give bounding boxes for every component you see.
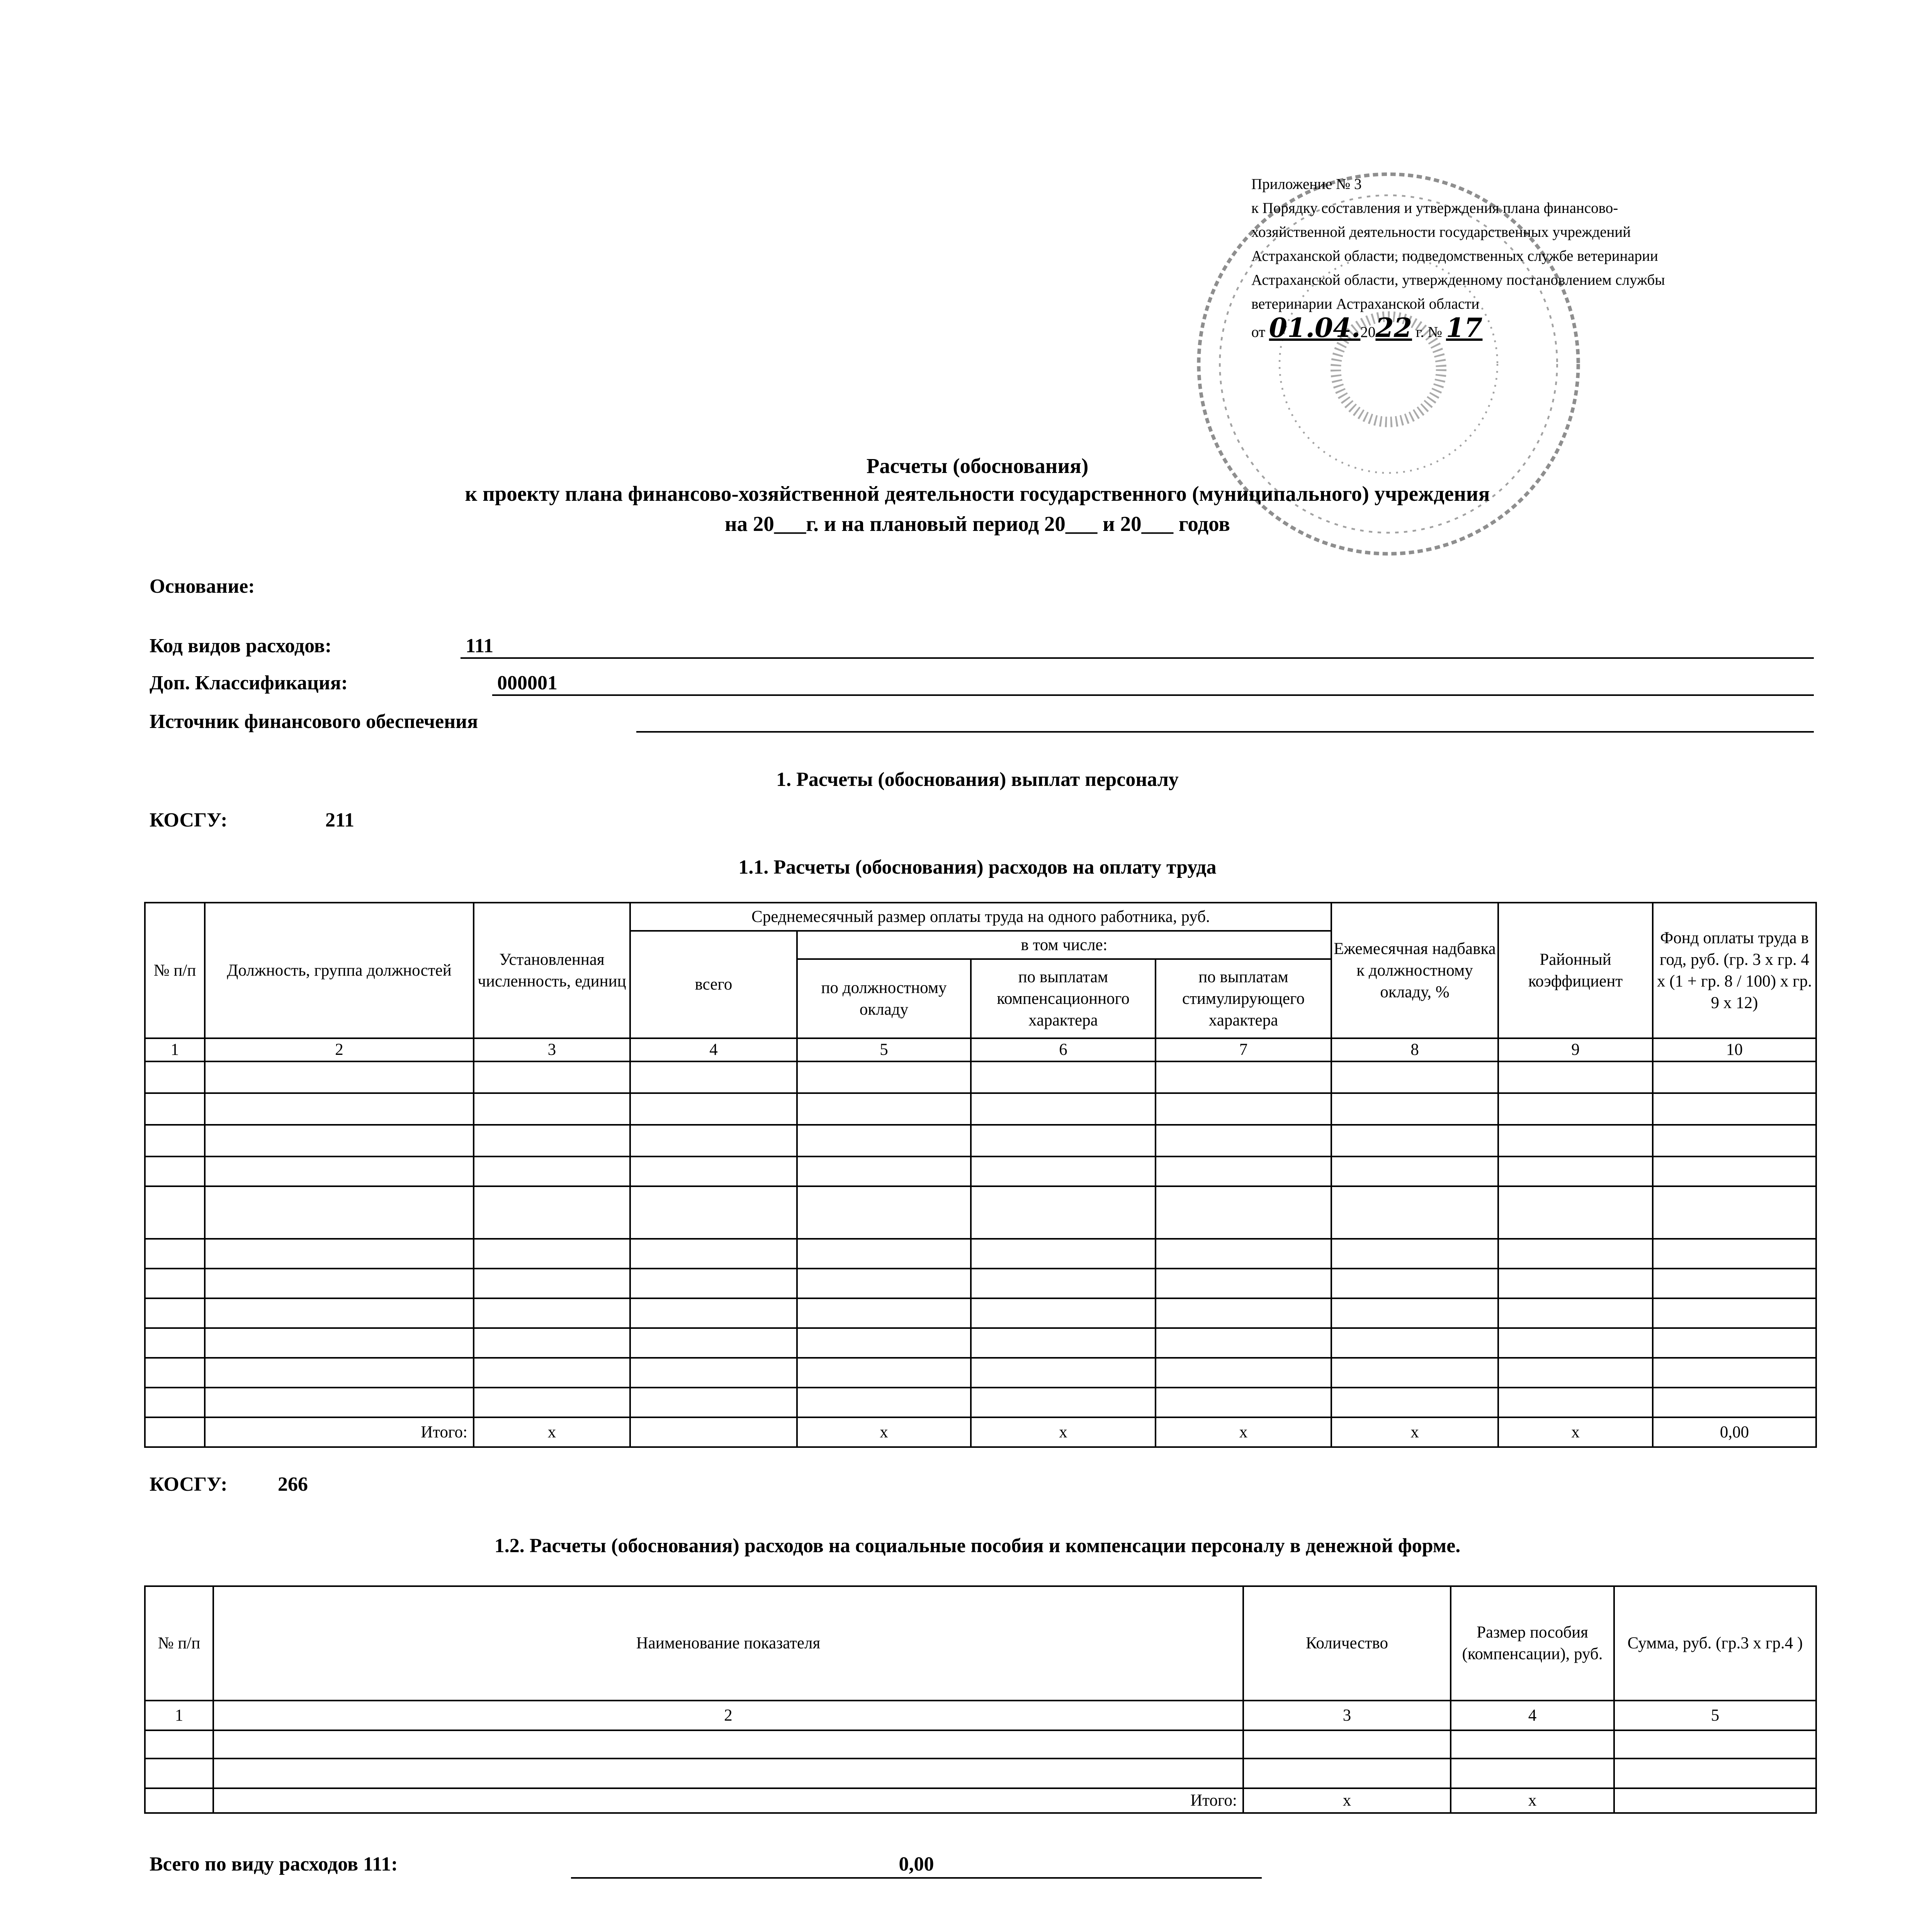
- col-number: 1: [145, 1701, 213, 1730]
- table-cell: [1331, 1298, 1498, 1328]
- table-cell: [797, 1186, 971, 1239]
- header-salary: по должностному окладу: [797, 959, 971, 1038]
- table-row: [145, 1186, 1816, 1239]
- table-cell: [1156, 1186, 1331, 1239]
- table-cell: [971, 1358, 1156, 1388]
- table-row: [145, 1298, 1816, 1328]
- table-cell: [1653, 1239, 1816, 1269]
- kosgu-value: 211: [325, 809, 355, 831]
- table-cell: [797, 1269, 971, 1298]
- section1-1-title: 1.1. Расчеты (обоснования) расходов на оплату труда: [738, 856, 1217, 878]
- table-row: [145, 1061, 1816, 1093]
- table-cell: [797, 1328, 971, 1358]
- table-cell: [205, 1388, 474, 1417]
- table-cell: [1498, 1061, 1653, 1093]
- table-cell: [145, 1298, 205, 1328]
- table-cell: [1331, 1093, 1498, 1125]
- total-cell: x: [971, 1417, 1156, 1447]
- col-number: 2: [205, 1038, 474, 1061]
- section1-2-title: 1.2. Расчеты (обоснования) расходов на социальные пособия и компенсации персоналу в денежной форме.: [494, 1535, 1461, 1557]
- table-cell: [474, 1125, 630, 1156]
- handwritten-year: 22: [1375, 313, 1412, 344]
- table-cell: [205, 1269, 474, 1298]
- total-label: Итого:: [213, 1788, 1243, 1813]
- table-row: [145, 1156, 1816, 1186]
- expense-code-underline: [461, 657, 1814, 659]
- total-cell: [145, 1417, 205, 1447]
- table-cell: [205, 1358, 474, 1388]
- table-cell: [797, 1061, 971, 1093]
- table-cell: [630, 1239, 797, 1269]
- table-cell: [630, 1358, 797, 1388]
- grand-total-value: 0,00: [899, 1853, 934, 1875]
- header-indicator: Наименование показателя: [213, 1586, 1243, 1701]
- table-row: [145, 1328, 1816, 1358]
- header-position: Должность, группа должностей: [205, 903, 474, 1038]
- table-cell: [1156, 1156, 1331, 1186]
- table-cell: [1156, 1358, 1331, 1388]
- table-cell: [1451, 1759, 1614, 1788]
- table-cell: [1331, 1358, 1498, 1388]
- header-avg-salary: Среднемесячный размер оплаты труда на одного работника, руб.: [630, 903, 1331, 931]
- doc-period: на 20___г. и на плановый период 20___ и 20___ годов: [724, 512, 1230, 536]
- kosgu-value: 266: [278, 1473, 308, 1495]
- appendix-line: к Порядку составления и утверждения плана финансово-: [1251, 200, 1618, 216]
- table-cell: [1156, 1125, 1331, 1156]
- table-cell: [213, 1730, 1243, 1759]
- total-cell: x: [1243, 1788, 1451, 1813]
- column-numbers-row: [145, 1701, 1816, 1730]
- table-cell: [1156, 1388, 1331, 1417]
- table-cell: [474, 1358, 630, 1388]
- table-cell: [1331, 1186, 1498, 1239]
- total-cell: x: [1451, 1788, 1614, 1813]
- kosgu-label: КОСГУ:: [150, 1473, 228, 1495]
- header-annual-fund: Фонд оплаты труда в год, руб. (гр. 3 х гр. 4 х (1 + гр. 8 / 100) х гр. 9 х 12): [1653, 903, 1816, 1038]
- table-cell: [971, 1298, 1156, 1328]
- table-cell: [1653, 1156, 1816, 1186]
- table-cell: [474, 1269, 630, 1298]
- year-prefix: 20: [1360, 324, 1376, 340]
- table-row: [145, 1239, 1816, 1269]
- table-cell: [1331, 1061, 1498, 1093]
- table-cell: [1498, 1239, 1653, 1269]
- table-cell: [1156, 1269, 1331, 1298]
- total-row: [145, 1788, 1816, 1813]
- total-cell: [630, 1417, 797, 1447]
- handwritten-number: 17: [1446, 313, 1483, 344]
- table-cell: [971, 1125, 1156, 1156]
- total-cell: x: [1156, 1417, 1331, 1447]
- table-cell: [630, 1125, 797, 1156]
- table-cell: [145, 1239, 205, 1269]
- section1-title: 1. Расчеты (обоснования) выплат персоналу: [776, 769, 1179, 791]
- table-cell: [630, 1298, 797, 1328]
- table-row: [145, 1358, 1816, 1388]
- table-cell: [1156, 1298, 1331, 1328]
- column-numbers-row: [145, 1038, 1816, 1061]
- table-cell: [474, 1186, 630, 1239]
- appendix-line: хозяйственной деятельности государственных учреждений: [1251, 224, 1631, 240]
- appendix-line: ветеринарии Астраханской области: [1251, 296, 1480, 312]
- header-sum: Сумма, руб. (гр.3 х гр.4 ): [1614, 1586, 1816, 1701]
- table-cell: [1331, 1269, 1498, 1298]
- table-cell: [1614, 1759, 1816, 1788]
- table-cell: [1498, 1186, 1653, 1239]
- table-row: [145, 1759, 1816, 1788]
- table-cell: [145, 1093, 205, 1125]
- table-cell: [1498, 1156, 1653, 1186]
- funding-source-label: Источник финансового обеспечения: [150, 711, 478, 733]
- total-fund-value: 0,00: [1653, 1417, 1816, 1447]
- table-cell: [205, 1156, 474, 1186]
- add-classification-value: 000001: [497, 672, 557, 694]
- table-cell: [1498, 1298, 1653, 1328]
- table-cell: [1331, 1239, 1498, 1269]
- table-cell: [145, 1328, 205, 1358]
- payroll-table: [144, 902, 1817, 1448]
- table-cell: [630, 1093, 797, 1125]
- table-cell: [797, 1388, 971, 1417]
- header-quantity: Количество: [1243, 1586, 1451, 1701]
- table-cell: [1498, 1358, 1653, 1388]
- table-cell: [1498, 1388, 1653, 1417]
- total-cell: x: [797, 1417, 971, 1447]
- date-prefix: от: [1251, 324, 1266, 340]
- table-cell: [1331, 1388, 1498, 1417]
- table-cell: [1243, 1759, 1451, 1788]
- table-cell: [797, 1093, 971, 1125]
- col-number: 5: [797, 1038, 971, 1061]
- col-number: 4: [1451, 1701, 1614, 1730]
- header-regional-coef: Районный коэффициент: [1498, 903, 1653, 1038]
- table-cell: [797, 1125, 971, 1156]
- table-cell: [1653, 1093, 1816, 1125]
- header-num: № п/п: [145, 903, 205, 1038]
- table-cell: [630, 1186, 797, 1239]
- table-cell: [474, 1388, 630, 1417]
- number-label: г. №: [1416, 324, 1443, 340]
- table-cell: [1653, 1298, 1816, 1328]
- table-cell: [205, 1186, 474, 1239]
- table-cell: [971, 1328, 1156, 1358]
- col-number: 5: [1614, 1701, 1816, 1730]
- table-cell: [1451, 1730, 1614, 1759]
- table-cell: [1156, 1093, 1331, 1125]
- header-monthly-bonus: Ежемесячная надбавка к должностному окладу, %: [1331, 903, 1498, 1038]
- table-cell: [145, 1388, 205, 1417]
- appendix-note: [1251, 172, 1665, 344]
- table-cell: [971, 1093, 1156, 1125]
- table-cell: [145, 1358, 205, 1388]
- grand-total-label: Всего по виду расходов 111:: [150, 1853, 398, 1875]
- table-cell: [145, 1061, 205, 1093]
- header-including: в том числе:: [797, 931, 1331, 959]
- table-cell: [1156, 1239, 1331, 1269]
- col-number: 1: [145, 1038, 205, 1061]
- table-cell: [1331, 1156, 1498, 1186]
- total-cell: [145, 1788, 213, 1813]
- social-benefits-table: [144, 1585, 1817, 1814]
- add-classification-underline: [492, 694, 1814, 696]
- table-cell: [474, 1156, 630, 1186]
- table-cell: [474, 1298, 630, 1328]
- table-cell: [145, 1125, 205, 1156]
- table-cell: [145, 1269, 205, 1298]
- table-row: [145, 1269, 1816, 1298]
- grand-total-underline: [571, 1877, 1262, 1879]
- table-cell: [971, 1186, 1156, 1239]
- total-cell: x: [1498, 1417, 1653, 1447]
- table-cell: [205, 1328, 474, 1358]
- table-cell: [474, 1328, 630, 1358]
- table-cell: [1653, 1269, 1816, 1298]
- table-cell: [145, 1730, 213, 1759]
- appendix-date-line: [1251, 313, 1665, 344]
- kosgu-label: КОСГУ:: [150, 809, 228, 831]
- table-cell: [971, 1061, 1156, 1093]
- table-cell: [474, 1061, 630, 1093]
- header-total: всего: [630, 931, 797, 1038]
- table-cell: [630, 1328, 797, 1358]
- table-cell: [1653, 1328, 1816, 1358]
- total-cell: x: [474, 1417, 630, 1447]
- table-cell: [1614, 1730, 1816, 1759]
- col-number: 9: [1498, 1038, 1653, 1061]
- table-cell: [630, 1156, 797, 1186]
- table-row: [145, 1730, 1816, 1759]
- header-incentive: по выплатам стимулирующего характера: [1156, 959, 1331, 1038]
- table-cell: [145, 1186, 205, 1239]
- table-cell: [474, 1239, 630, 1269]
- table-cell: [971, 1269, 1156, 1298]
- table-cell: [205, 1093, 474, 1125]
- table-cell: [971, 1388, 1156, 1417]
- basis-label: Основание:: [150, 575, 255, 597]
- table-cell: [1498, 1328, 1653, 1358]
- table-cell: [474, 1093, 630, 1125]
- col-number: 3: [474, 1038, 630, 1061]
- col-number: 10: [1653, 1038, 1816, 1061]
- table-cell: [1498, 1269, 1653, 1298]
- table-cell: [213, 1759, 1243, 1788]
- table-cell: [797, 1358, 971, 1388]
- total-row: [145, 1417, 1816, 1447]
- expense-code-value: 111: [466, 635, 494, 657]
- table-cell: [1653, 1186, 1816, 1239]
- col-number: 6: [971, 1038, 1156, 1061]
- table-cell: [1653, 1061, 1816, 1093]
- table-cell: [205, 1125, 474, 1156]
- table-cell: [1156, 1061, 1331, 1093]
- appendix-line: Приложение № 3: [1251, 176, 1362, 192]
- header-benefit-size: Размер пособия (компенсации), руб.: [1451, 1586, 1614, 1701]
- col-number: 8: [1331, 1038, 1498, 1061]
- funding-source-underline: [636, 731, 1814, 733]
- col-number: 7: [1156, 1038, 1331, 1061]
- table-cell: [797, 1239, 971, 1269]
- table-cell: [630, 1388, 797, 1417]
- table-cell: [205, 1298, 474, 1328]
- table-cell: [1498, 1125, 1653, 1156]
- table-cell: [630, 1061, 797, 1093]
- table-row: [145, 1125, 1816, 1156]
- header-num: № п/п: [145, 1586, 213, 1701]
- col-number: 3: [1243, 1701, 1451, 1730]
- table-row: [145, 1093, 1816, 1125]
- table-cell: [205, 1061, 474, 1093]
- table-cell: [1653, 1388, 1816, 1417]
- table-cell: [1498, 1093, 1653, 1125]
- table-cell: [971, 1156, 1156, 1186]
- table-cell: [1331, 1125, 1498, 1156]
- header-compensation: по выплатам компенсационного характера: [971, 959, 1156, 1038]
- col-number: 2: [213, 1701, 1243, 1730]
- appendix-line: Астраханской области, подведомственных службе ветеринарии: [1251, 248, 1658, 264]
- col-number: 4: [630, 1038, 797, 1061]
- expense-code-label: Код видов расходов:: [150, 635, 332, 657]
- table-cell: [145, 1759, 213, 1788]
- table-cell: [797, 1298, 971, 1328]
- table-cell: [1653, 1358, 1816, 1388]
- doc-title: Расчеты (обоснования): [866, 454, 1089, 478]
- table-cell: [971, 1239, 1156, 1269]
- table-row: [145, 1388, 1816, 1417]
- total-cell: x: [1331, 1417, 1498, 1447]
- table-cell: [1653, 1125, 1816, 1156]
- appendix-line: Астраханской области, утвержденному постановлением службы: [1251, 272, 1665, 288]
- add-classification-label: Доп. Классификация:: [150, 672, 348, 694]
- table-cell: [1243, 1730, 1451, 1759]
- table-cell: [630, 1269, 797, 1298]
- handwritten-date: 01.04.: [1269, 313, 1361, 344]
- table-cell: [145, 1156, 205, 1186]
- header-headcount: Установленная численность, единиц: [474, 903, 630, 1038]
- total-label: Итого:: [205, 1417, 474, 1447]
- table-cell: [205, 1239, 474, 1269]
- table-cell: [1156, 1328, 1331, 1358]
- table-cell: [797, 1156, 971, 1186]
- total-cell: [1614, 1788, 1816, 1813]
- doc-subtitle: к проекту плана финансово-хозяйственной деятельности государственного (муниципального) учреждения: [465, 482, 1490, 505]
- table-cell: [1331, 1328, 1498, 1358]
